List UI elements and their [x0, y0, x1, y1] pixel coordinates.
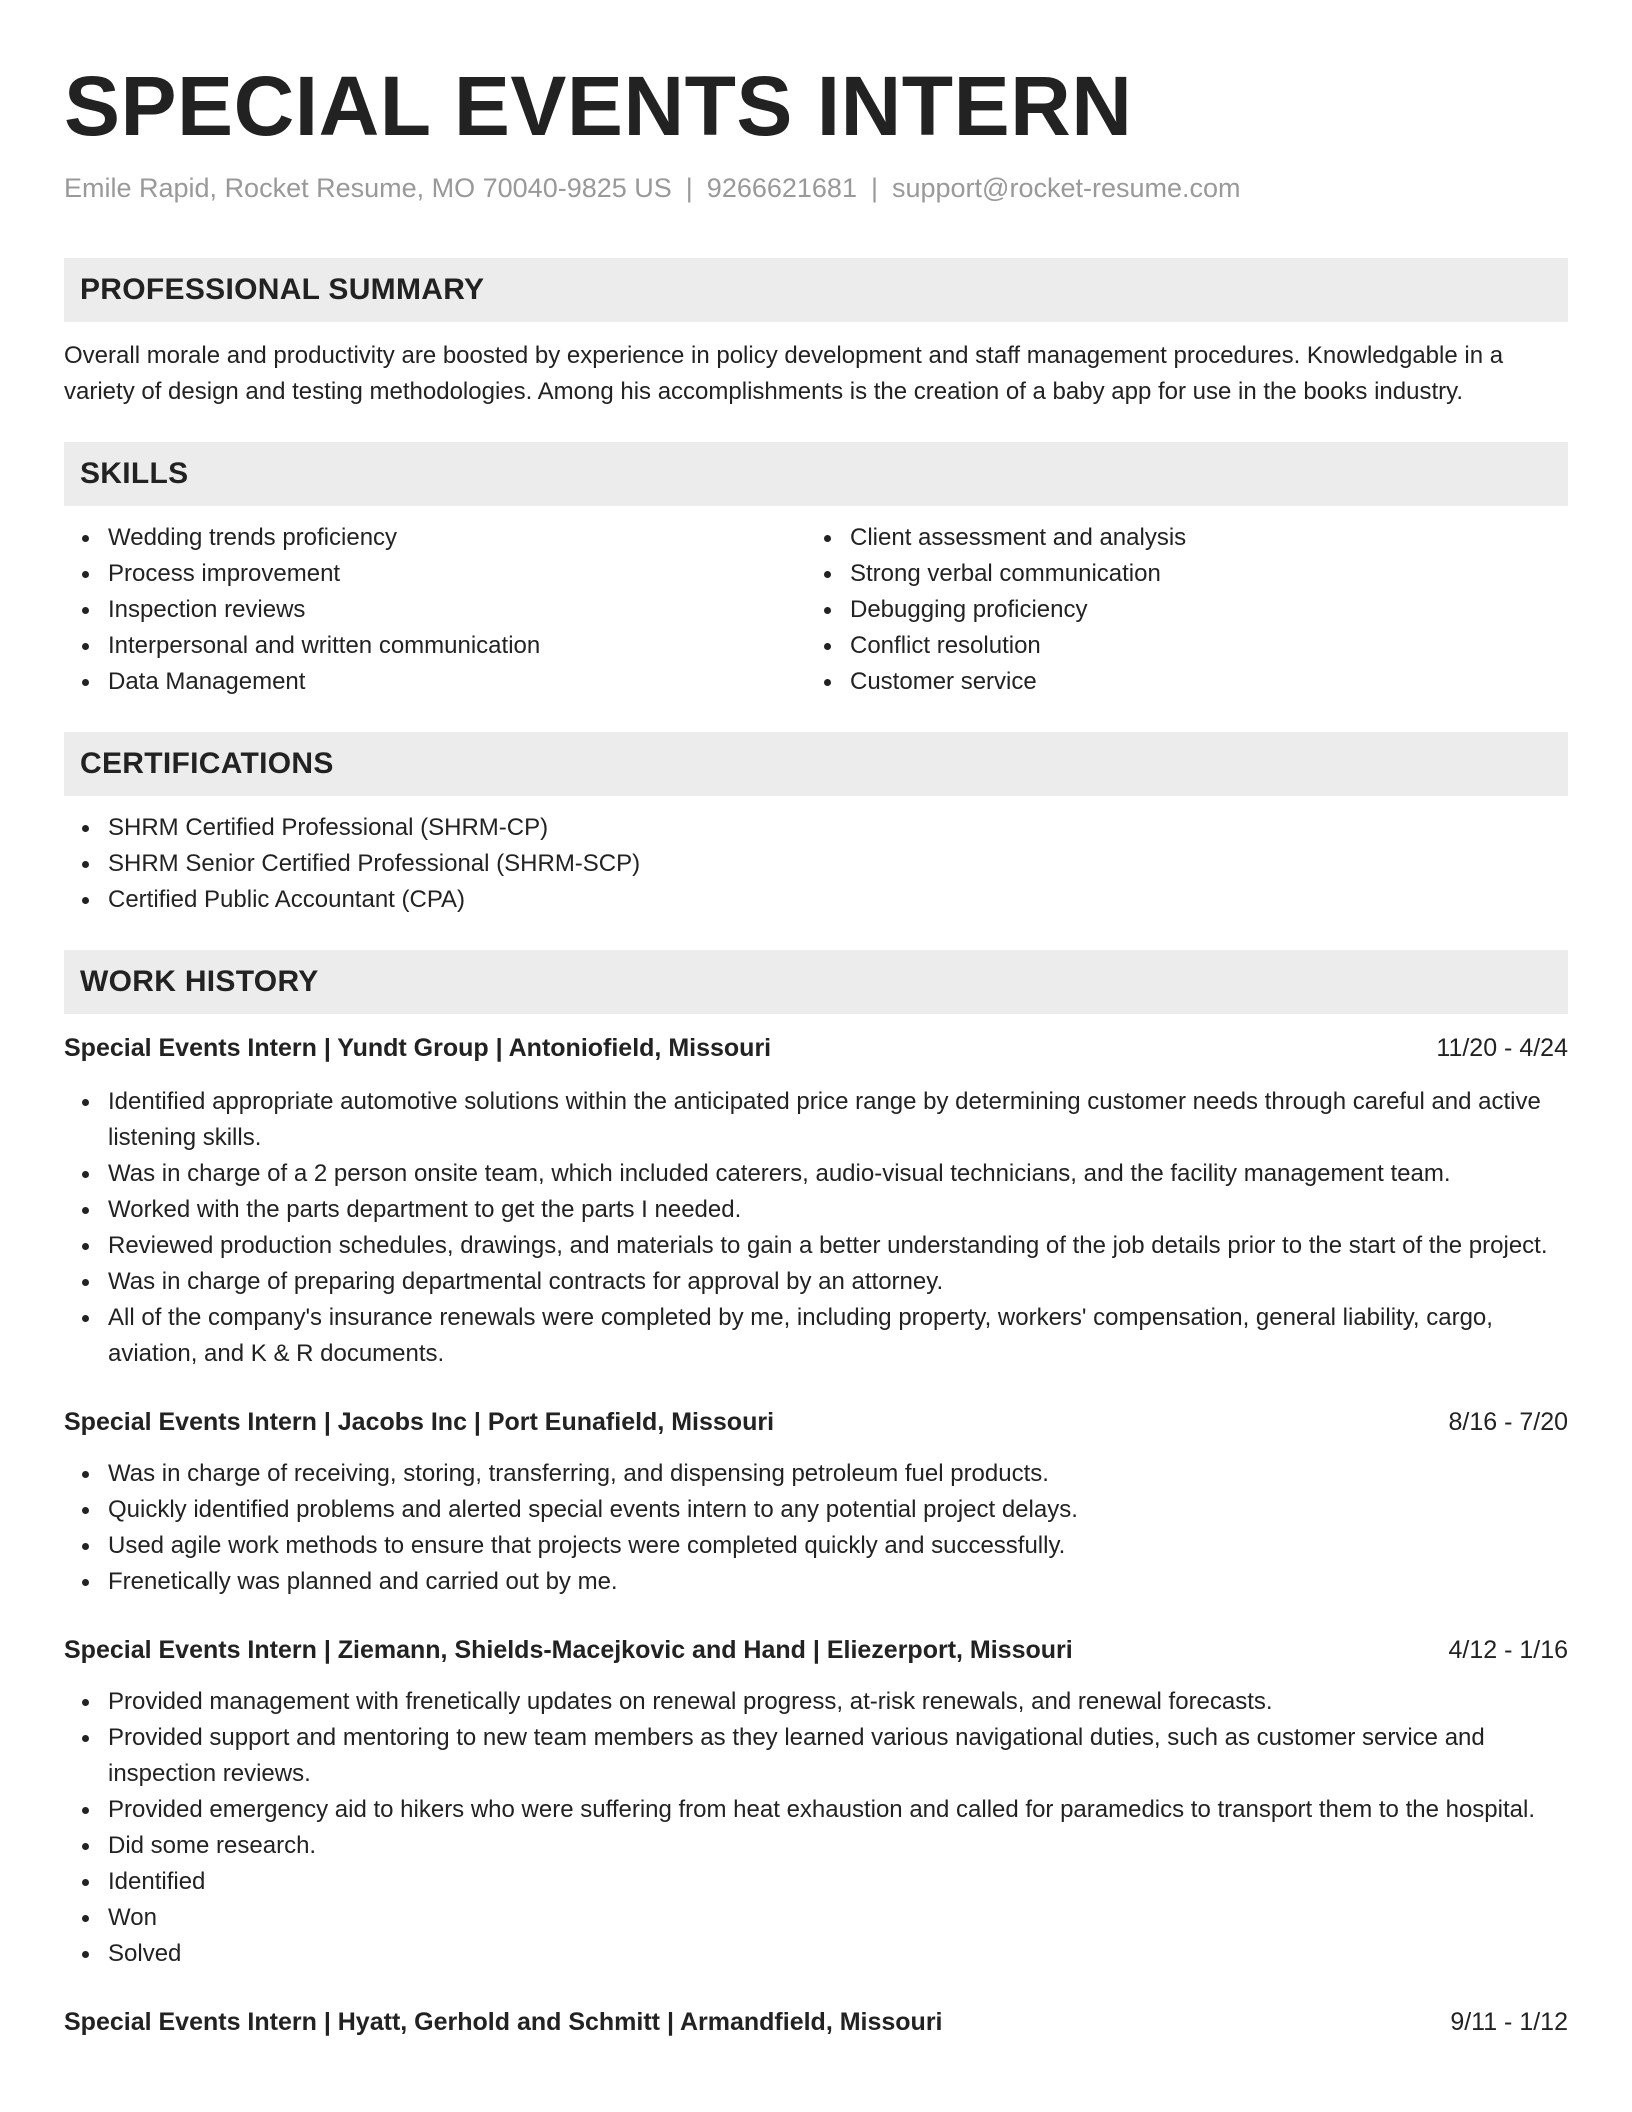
contact-separator: | — [685, 173, 693, 203]
job-bullet: Was in charge of preparing departmental contracts for approval by an attorney. — [108, 1264, 1568, 1300]
skill-item: Debugging proficiency — [850, 592, 1548, 628]
certification-item: Certified Public Accountant (CPA) — [108, 882, 1568, 918]
skill-item: Wedding trends proficiency — [108, 520, 806, 556]
skill-item: Conflict resolution — [850, 628, 1548, 664]
job-title: Special Events Intern | Ziemann, Shields-Macejkovic and Hand | Eliezerport, Missouri — [64, 1636, 1073, 1664]
job-bullet: Won — [108, 1900, 1568, 1936]
job-header — [64, 1632, 1568, 1668]
skill-item: Strong verbal communication — [850, 556, 1548, 592]
job-bullet: Quickly identified problems and alerted special events intern to any potential project delays. — [108, 1492, 1568, 1528]
job-title: Special Events Intern | Jacobs Inc | Port Eunafield, Missouri — [64, 1408, 775, 1436]
job-dates: 8/16 - 7/20 — [1448, 1408, 1568, 1436]
contact-address: Emile Rapid, Rocket Resume, MO 70040-9825 US — [64, 173, 672, 203]
contact-phone: 9266621681 — [706, 173, 857, 203]
job-bullet: Identified appropriate automotive solutions within the anticipated price range by determining customer needs through careful and active listening skills. — [108, 1084, 1568, 1156]
job-bullets — [64, 1084, 1568, 1372]
job-bullet: Solved — [108, 1936, 1568, 1972]
job-bullet: Worked with the parts department to get the parts I needed. — [108, 1192, 1568, 1228]
job-bullets — [64, 1456, 1568, 1600]
job-title: Special Events Intern | Hyatt, Gerhold and Schmitt | Armandfield, Missouri — [64, 2008, 943, 2036]
certification-item: SHRM Senior Certified Professional (SHRM-SCP) — [108, 846, 1568, 882]
job-header — [64, 2004, 1568, 2040]
skills-heading: SKILLS — [64, 442, 1568, 506]
job-bullet: Reviewed production schedules, drawings, and materials to gain a better understanding of the job details prior to the start of the project. — [108, 1228, 1568, 1264]
job-bullet: Identified — [108, 1864, 1568, 1900]
job-bullet: Frenetically was planned and carried out by me. — [108, 1564, 1568, 1600]
job-entry — [64, 1632, 1568, 1972]
page-title: SPECIAL EVENTS INTERN — [64, 59, 1133, 153]
skill-item: Interpersonal and written communication — [108, 628, 806, 664]
certifications-list — [64, 810, 1568, 918]
work-history-heading: WORK HISTORY — [64, 950, 1568, 1014]
summary-text: Overall morale and productivity are boosted by experience in policy development and staff management procedures. Knowledgable in a variety of design and testing methodologies. Among his accomplishments is the creation of a baby app for use in the books industry. — [64, 342, 1504, 405]
job-bullet: Provided support and mentoring to new team members as they learned various navigational duties, such as customer service and inspection reviews. — [108, 1720, 1568, 1792]
job-dates: 4/12 - 1/16 — [1448, 1636, 1568, 1664]
job-bullet: Was in charge of a 2 person onsite team, which included caterers, audio-visual technicians, and the facility management team. — [108, 1156, 1568, 1192]
job-bullet: Used agile work methods to ensure that projects were completed quickly and successfully. — [108, 1528, 1568, 1564]
summary-heading: PROFESSIONAL SUMMARY — [64, 258, 1568, 322]
certification-item: SHRM Certified Professional (SHRM-CP) — [108, 810, 1568, 846]
job-bullet: All of the company's insurance renewals were completed by me, including property, workers' compensation, general liability, cargo, aviation, and K & R documents. — [108, 1300, 1568, 1372]
job-header — [64, 1404, 1568, 1440]
skills-columns — [64, 520, 1568, 700]
job-entry — [64, 1404, 1568, 1600]
contact-line — [64, 170, 1568, 206]
job-bullet: Provided emergency aid to hikers who were suffering from heat exhaustion and called for paramedics to transport them to the hospital. — [108, 1792, 1568, 1828]
job-bullet: Did some research. — [108, 1828, 1568, 1864]
skill-item: Inspection reviews — [108, 592, 806, 628]
skill-item: Process improvement — [108, 556, 806, 592]
skill-item: Client assessment and analysis — [850, 520, 1548, 556]
job-header — [64, 1030, 1568, 1066]
certifications-heading: CERTIFICATIONS — [64, 732, 1568, 796]
skills-column-right — [806, 520, 1548, 700]
job-dates: 9/11 - 1/12 — [1450, 2008, 1568, 2036]
skills-list-left — [64, 520, 806, 700]
resume-page — [64, 0, 1568, 2040]
skill-item: Customer service — [850, 664, 1548, 700]
job-bullet: Provided management with frenetically updates on renewal progress, at-risk renewals, and renewal forecasts. — [108, 1684, 1568, 1720]
contact-separator: | — [870, 173, 878, 203]
job-bullet: Was in charge of receiving, storing, transferring, and dispensing petroleum fuel products. — [108, 1456, 1568, 1492]
job-dates: 11/20 - 4/24 — [1436, 1034, 1568, 1062]
job-bullets — [64, 1684, 1568, 1972]
job-entry — [64, 2004, 1568, 2040]
skills-list-right — [806, 520, 1548, 700]
contact-email[interactable]: support@rocket-resume.com — [891, 173, 1241, 203]
skills-column-left — [64, 520, 806, 700]
job-entry — [64, 1030, 1568, 1372]
job-title: Special Events Intern | Yundt Group | Antoniofield, Missouri — [64, 1034, 772, 1062]
skill-item: Data Management — [108, 664, 806, 700]
